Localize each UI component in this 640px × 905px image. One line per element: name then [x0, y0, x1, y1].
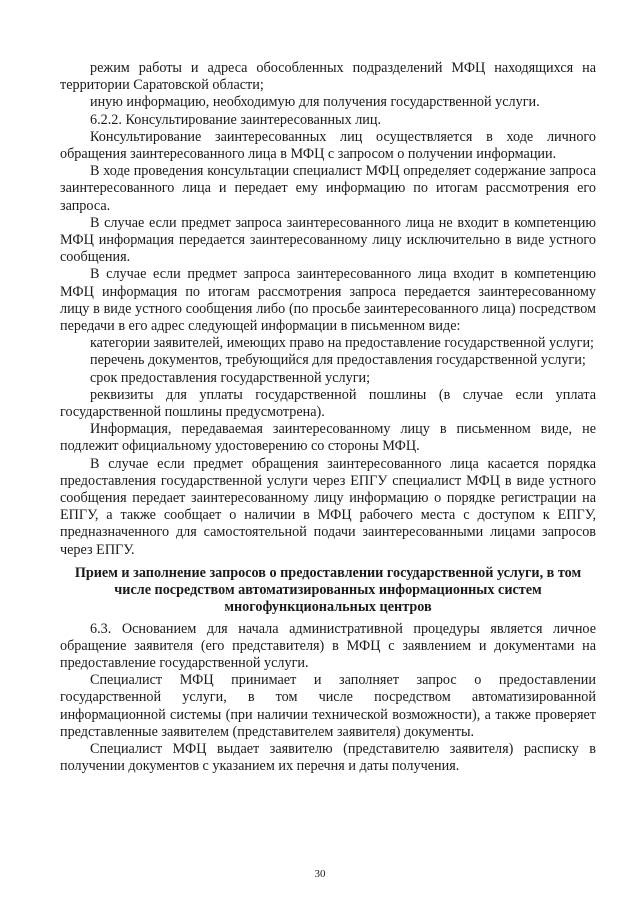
paragraph: Специалист МФЦ выдает заявителю (представителю заявителя) расписку в получении документов с указанием их перечня и даты получения. [60, 740, 596, 775]
paragraph: В случае если предмет запроса заинтересованного лица входит в компетенцию МФЦ информация по итогам рассмотрения запроса передается заинтересованному лицу в виде устного сообщения либо (по просьбе заинтересованного лица) посредством передачи в его адрес следующей информации в письменном виде: [60, 266, 596, 335]
section-heading: Прием и заполнение запросов о предоставлении государственной услуги, в том числе посредством автоматизированных информационных систем многофункциональных центров [74, 564, 582, 616]
page-number: 30 [314, 868, 326, 880]
paragraph: 6.2.2. Консультирование заинтересованных лиц. [90, 111, 382, 128]
paragraph: режим работы и адреса обособленных подразделений МФЦ находящихся на территории Саратовской области; [60, 60, 596, 94]
list-item: срок предоставления государственной услуги; [90, 369, 371, 386]
list-item: перечень документов, требующийся для предоставления государственной услуги; [90, 352, 586, 369]
paragraph: иную информацию, необходимую для получения государственной услуги. [90, 94, 540, 111]
paragraph: Консультирование заинтересованных лиц осуществляется в ходе личного обращения заинтересованного лица в МФЦ с запросом о получении информации. [60, 128, 596, 163]
paragraph: В случае если предмет обращения заинтересованного лица касается порядка предоставления государственной услуги через ЕПГУ специалист МФЦ в виде устного сообщения передает заинтересованному лицу информацию о порядке регистрации на ЕПГУ, а также сообщает о наличии в МФЦ рабочего места с доступом к ЕПГУ, предназначенного для самостоятельной подачи заинтересованными лицами запросов через ЕПГУ. [60, 455, 596, 558]
document-page [60, 60, 596, 775]
paragraph: Специалист МФЦ принимает и заполняет запрос о предоставлении государственной услуги, в том числе посредством автоматизированной информационной системы (при наличии технической возможности), а также проверяет представленные заявителем (представителем заявителя) документы. [60, 672, 596, 740]
paragraph: В ходе проведения консультации специалист МФЦ определяет содержание запроса заинтересованного лица и передает ему информацию по итогам рассмотрения его запроса. [60, 163, 596, 214]
paragraph: Информация, передаваемая заинтересованному лицу в письменном виде, не подлежит официальному удостоверению со стороны МФЦ. [60, 421, 596, 455]
paragraph: В случае если предмет запроса заинтересованного лица не входит в компетенцию МФЦ информация передается заинтересованному лицу исключительно в виде устного сообщения. [60, 214, 596, 266]
list-item: категории заявителей, имеющих право на предоставление государственной услуги; [90, 335, 594, 352]
paragraph: 6.3. Основанием для начала административной процедуры является личное обращение заявителя (его представителя) в МФЦ с заявлением и документами на предоставление государственной услуги. [60, 620, 596, 671]
list-item: реквизиты для уплаты государственной пошлины (в случае если уплата государственной пошлины предусмотрена). [60, 386, 596, 421]
